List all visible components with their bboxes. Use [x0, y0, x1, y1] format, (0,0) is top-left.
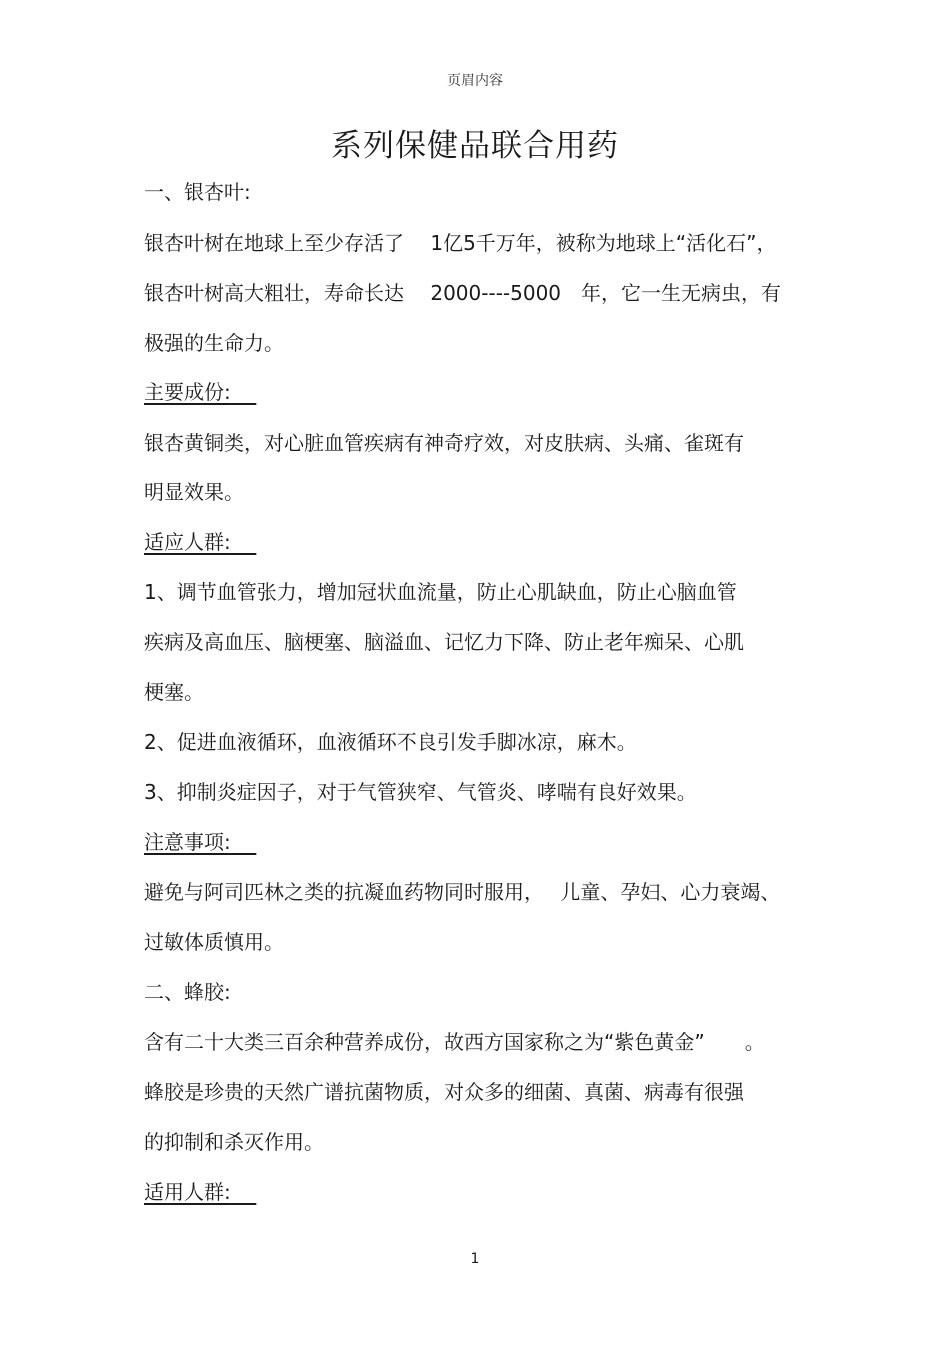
paragraph-line: 极强的生命力。 — [144, 331, 284, 355]
page-header: 页眉内容 — [447, 73, 503, 89]
list-item: 2、促进血液循环，血液循环不良引发手脚冰凉，麻木。 — [144, 730, 637, 754]
section-heading-propolis: 二、蜂胶: — [144, 980, 231, 1004]
section-heading-ginkgo: 一、银杏叶: — [144, 180, 251, 204]
subheading-precautions: 注意事项: — [144, 830, 231, 854]
paragraph-line: 含有二十大类三百余种营养成份，故西方国家称之为“紫色黄金” 。 — [144, 1030, 765, 1054]
paragraph-line: 银杏叶树高大粗壮，寿命长达 2000----5000 年，它一生无病虫，有 — [144, 281, 782, 305]
paragraph-line: 明显效果。 — [144, 480, 244, 504]
paragraph-line: 梗塞。 — [144, 680, 204, 704]
paragraph-line: 银杏黄铜类，对心脏血管疾病有神奇疗效，对皮肤病、头痛、雀斑有 — [144, 431, 744, 455]
paragraph-line: 银杏叶树在地球上至少存活了 1亿5千万年，被称为地球上“活化石”， — [144, 231, 777, 255]
paragraph-line: 疾病及高血压、脑梗塞、脑溢血、记忆力下降、防止老年痴呆、心肌 — [144, 630, 744, 654]
document-title: 系列保健品联合用药 — [331, 128, 619, 164]
page-number: 1 — [470, 1251, 480, 1267]
list-item: 1、调节血管张力，增加冠状血流量，防止心肌缺血，防止心脑血管 — [144, 580, 737, 604]
list-item: 3、抑制炎症因子，对于气管狭窄、气管炎、哮喘有良好效果。 — [144, 780, 697, 804]
paragraph-line: 过敏体质慎用。 — [144, 930, 284, 954]
paragraph-line: 蜂胶是珍贵的天然广谱抗菌物质，对众多的细菌、真菌、病毒有很强 — [144, 1080, 744, 1104]
paragraph-line: 避免与阿司匹林之类的抗凝血药物同时服用， 儿童、孕妇、心力衰竭、 — [144, 880, 781, 904]
paragraph-line: 的抑制和杀灭作用。 — [144, 1130, 324, 1154]
subheading-target-group: 适应人群: — [144, 530, 231, 554]
subheading-applicable-group: 适用人群: — [144, 1180, 231, 1204]
subheading-ingredients: 主要成份: — [144, 380, 231, 404]
